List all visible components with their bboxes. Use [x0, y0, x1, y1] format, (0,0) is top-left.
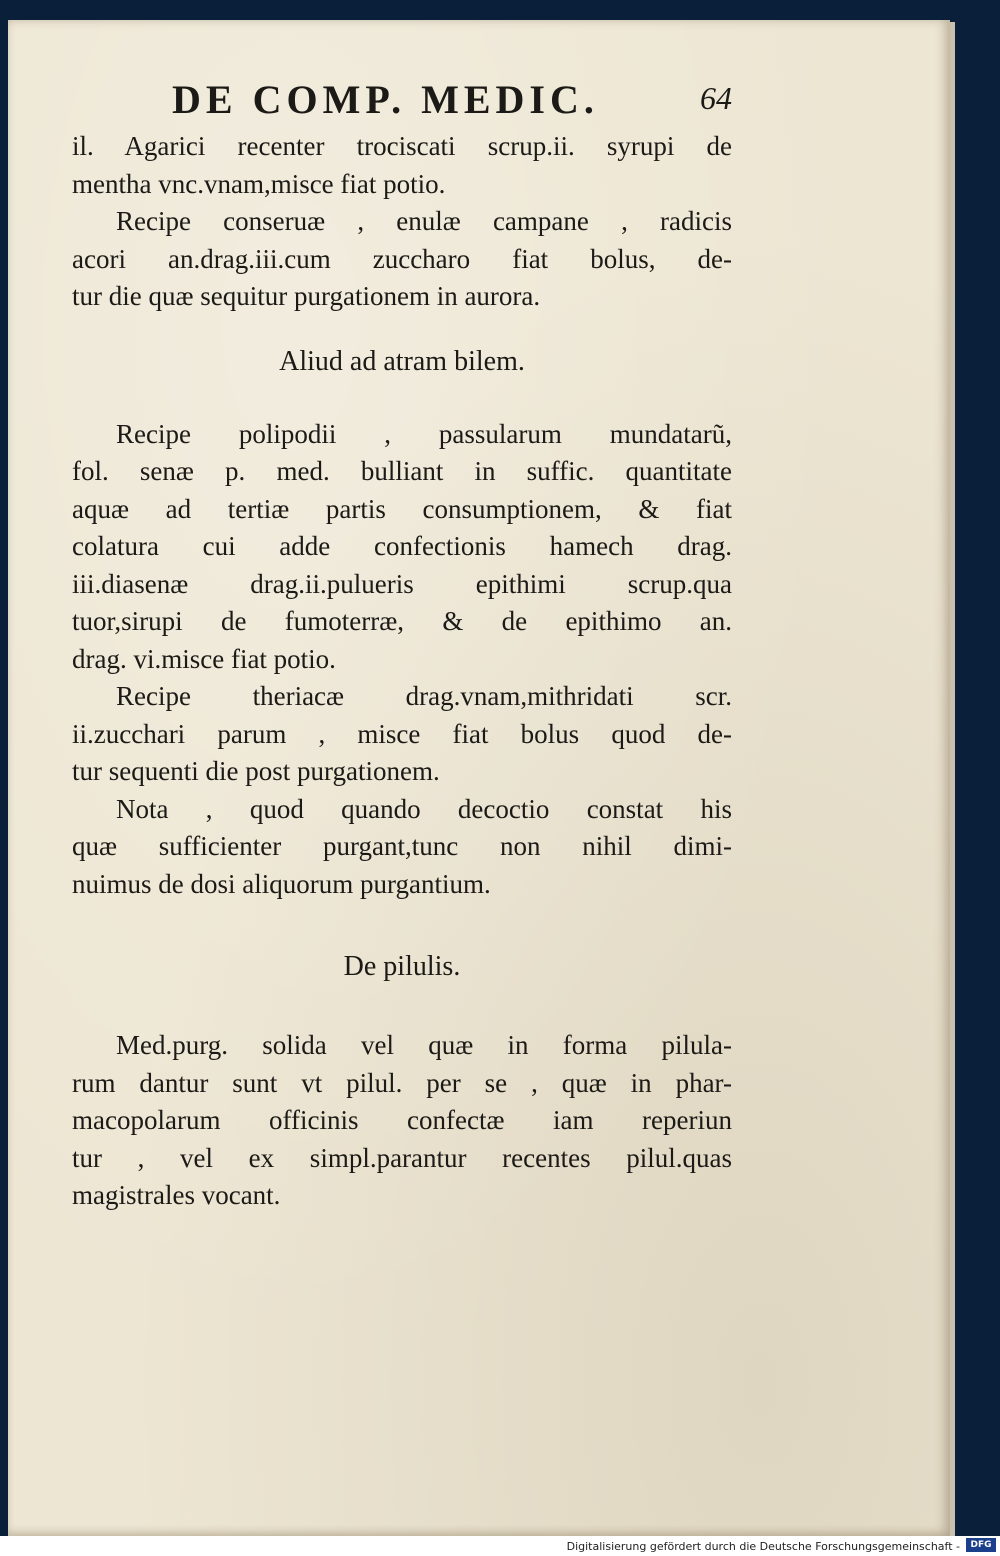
text-line: colatura cui adde confectionis hamech drag.	[72, 531, 732, 561]
text-line: iii.diasenæ drag.ii.pulueris epithimi scrup.qua	[72, 568, 732, 599]
text-line: tur sequenti die post purgationem.	[72, 756, 440, 786]
paragraph	[72, 1027, 732, 1215]
running-head	[72, 70, 732, 128]
text-line: drag. vi.misce fiat potio.	[72, 643, 336, 674]
text-line: macopolarum officinis confectæ iam reperiun	[72, 1105, 732, 1135]
paragraph	[72, 416, 732, 679]
running-head-title: DE COMP. MEDIC.	[172, 77, 599, 122]
text-line: magistrales vocant.	[72, 1180, 281, 1210]
page-text	[72, 70, 732, 1215]
section-heading: Aliud ad atram bilem.	[279, 345, 525, 377]
text-line: mentha vnc.vnam,misce fiat potio.	[72, 168, 446, 199]
dfg-logo: DFG	[966, 1538, 996, 1552]
section-heading: De pilulis.	[343, 951, 461, 982]
text-line: Med.purg. solida vel quæ in forma pilula-	[116, 1030, 732, 1060]
paragraph	[72, 791, 732, 904]
paragraph	[72, 128, 732, 203]
text-line: rum dantur sunt vt pilul. per se , quæ in phar-	[72, 1067, 732, 1098]
digitization-credit: Digitalisierung gefördert durch die Deutsche Forschungsgemeinschaft -	[566, 1540, 960, 1553]
text-line: Recipe theriacæ drag.vnam,mithridati scr.	[116, 681, 732, 711]
text-line: aquæ ad tertiæ partis consumptionem, & fiat	[72, 493, 732, 524]
text-line: Recipe conseruæ , enulæ campane , radicis	[116, 206, 732, 236]
text-line: tur die quæ sequitur purgationem in aurora.	[72, 281, 541, 311]
paragraph	[72, 203, 732, 316]
text-line: tur , vel ex simpl.parantur recentes pilul.quas	[72, 1142, 732, 1173]
text-line: ii.zucchari parum , misce fiat bolus quod de-	[72, 718, 732, 749]
text-line: il. Agarici recenter trociscati scrup.ii. syrupi de	[72, 131, 732, 161]
text-line: nuimus de dosi aliquorum purgantium.	[72, 868, 491, 899]
text-line: quæ sufficienter purgant,tunc non nihil dimi-	[72, 831, 732, 861]
text-line: Nota , quod quando decoctio constat his	[116, 793, 732, 824]
paragraph	[72, 678, 732, 791]
page-edge	[950, 22, 955, 1536]
text-line: tuor,sirupi de fumoterræ, & de epithimo an.	[72, 606, 732, 636]
text-line: fol. senæ p. med. bulliant in suffic. quantitate	[72, 456, 732, 486]
text-line: acori an.drag.iii.cum zuccharo fiat bolus, de-	[72, 243, 732, 274]
text-line: Recipe polipodii , passularum mundatarũ,	[116, 418, 732, 449]
page-number: 64	[700, 80, 732, 116]
